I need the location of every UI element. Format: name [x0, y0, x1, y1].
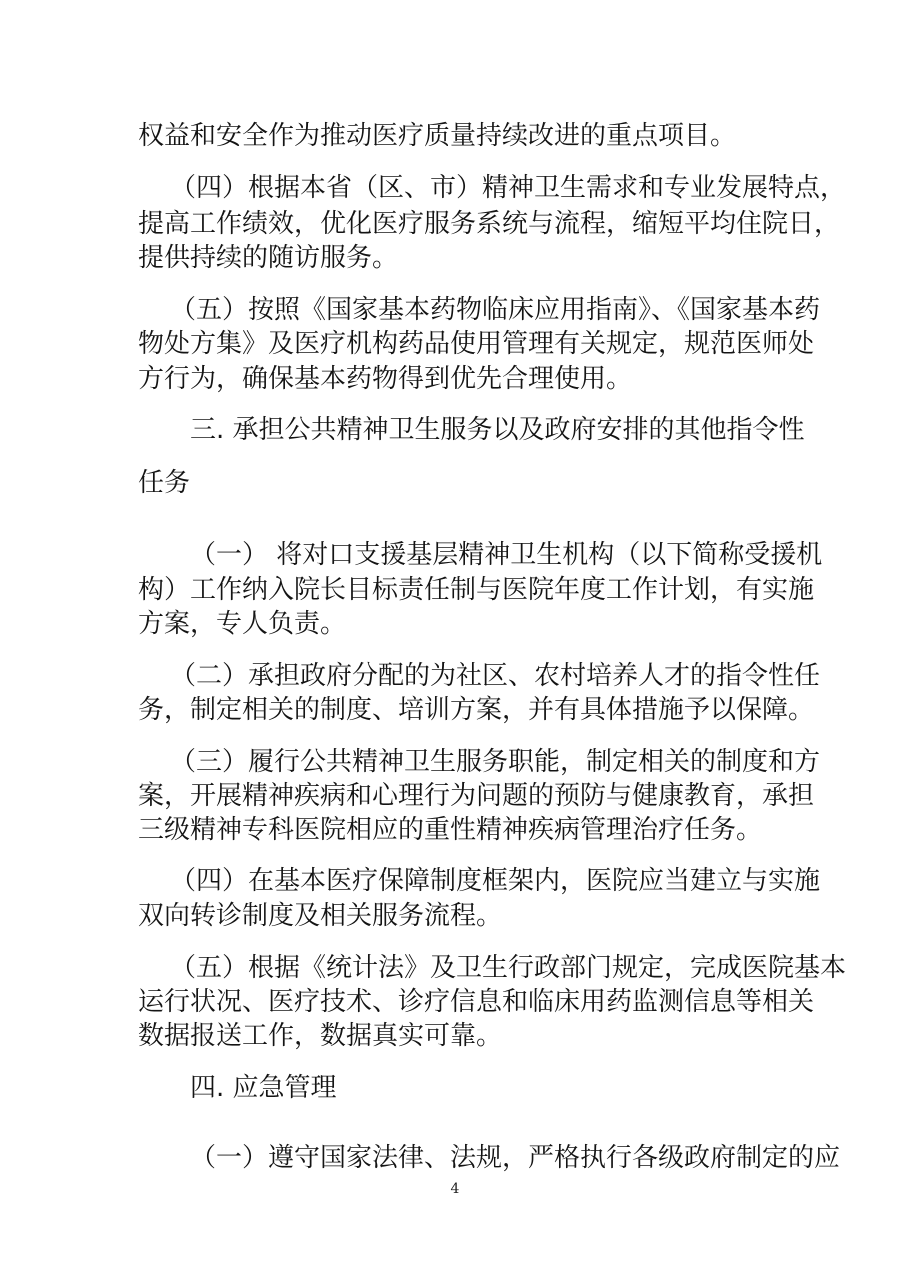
body-line: 提高工作绩效，优化医疗服务系统与流程，缩短平均住院日，	[138, 209, 841, 239]
page-number: 4	[450, 1181, 460, 1197]
section-heading: 四. 应急管理	[190, 1073, 337, 1103]
section-heading: 任务	[138, 468, 191, 498]
body-line: 运行状况、医疗技术、诊疗信息和临床用药监测信息等相关	[138, 987, 815, 1017]
body-line: （一） 将对口支援基层精神卫生机构（以下简称受援机	[190, 540, 823, 570]
body-line: 方案，专人负责。	[138, 609, 347, 639]
body-line: 务，制定相关的制度、培训方案，并有具体措施予以保障。	[138, 695, 815, 725]
body-line: 三级精神专科医院相应的重性精神疾病管理治疗任务。	[138, 815, 763, 845]
body-line: 双向转诊制度及相关服务流程。	[138, 901, 503, 931]
body-line: （五）根据《统计法》及卫生行政部门规定，完成医院基本	[170, 953, 847, 983]
body-line: 物处方集》及医疗机构药品使用管理有关规定，规范医师处	[138, 329, 815, 359]
body-line: （五）按照《国家基本药物临床应用指南》、《国家基本药	[170, 295, 821, 325]
body-line: （一）遵守国家法律、法规，严格执行各级政府制定的应	[190, 1143, 841, 1173]
body-line: 提供持续的随访服务。	[138, 243, 399, 273]
body-line: 构）工作纳入院长目标责任制与医院年度工作计划，有实施	[138, 575, 815, 605]
body-line: 数据报送工作，数据真实可靠。	[138, 1021, 503, 1051]
section-heading: 三. 承担公共精神卫生服务以及政府安排的其他指令性	[190, 415, 805, 445]
body-line: 方行为，确保基本药物得到优先合理使用。	[138, 364, 633, 394]
body-line: 案，开展精神疾病和心理行为问题的预防与健康教育，承担	[138, 781, 815, 811]
body-line: （二）承担政府分配的为社区、农村培养人才的指令性任	[170, 661, 821, 691]
body-line: 权益和安全作为推动医疗质量持续改进的重点项目。	[138, 121, 737, 151]
body-line: （四）根据本省（区、市）精神卫生需求和专业发展特点，	[170, 173, 847, 203]
body-line: （四）在基本医疗保障制度框架内，医院应当建立与实施	[170, 866, 821, 896]
body-line: （三）履行公共精神卫生服务职能，制定相关的制度和方	[170, 747, 821, 777]
